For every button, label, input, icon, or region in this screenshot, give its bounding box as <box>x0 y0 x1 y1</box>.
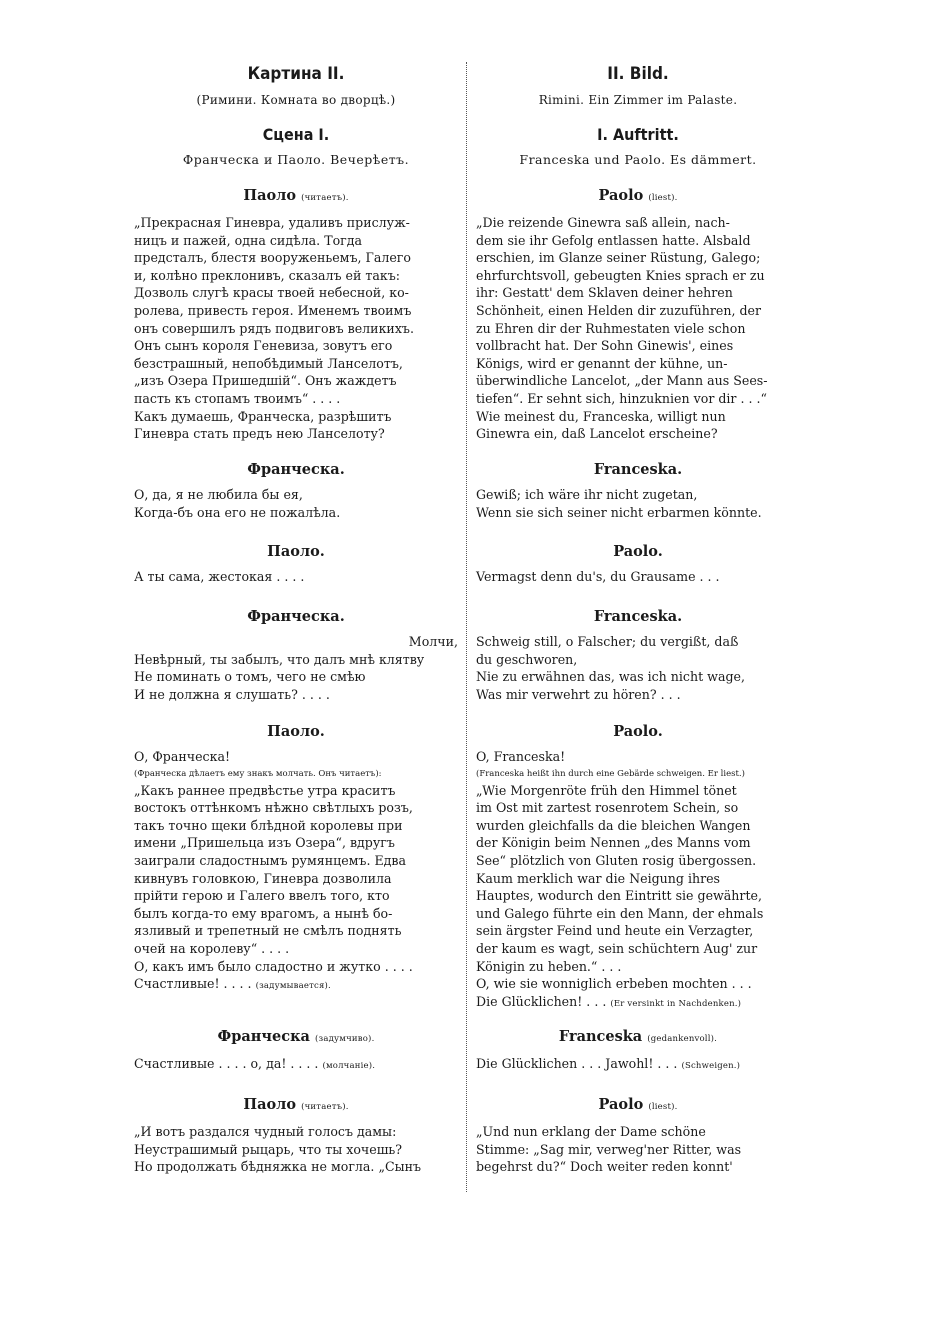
speech-text: „Какъ раннее предвѣстье утра краситъ востокъ оттѣнкомъ нѣжно свѣтлыхъ розъ, такъ точно щеки блѣдной королевы при имени „Пришельца изъ Озера“, вдругъ заиграли сладостнымъ румянцемъ. Едва кивнувъ головкою, Гиневра дозволила прійти герою и Галего ввелъ того, кто былъ когда-то ему врагомъ, а нынѣ бо- язливый и трепетный не смѣлъ поднять очей на королеву“ . . . . О, какъ имъ было сладостно и жутко . . . . <box>134 782 413 974</box>
speaker-name: Франческа. <box>247 608 345 625</box>
scene-heading <box>134 124 458 184</box>
speech-block <box>476 1095 800 1176</box>
speech-text: „Die reizende Ginewra saß allein, nach- dem sie ihr Gefolg entlassen hatte. Alsbald erschien, im Glanze seiner Rüstung, Galego; ehrfurchtsvoll, gebeugten Knies sprach er zu ihr: Gestatt' dem Sklaven deiner hehren Schönheit, einen Helden dir zuzuführen, der zu Ehren dir der Ruhmestaten viele schon vollbracht hat. Der Sohn Ginewis', eines Königs, wird er genannt der kühne, un- überwindliche Lancelot, „der Mann aus Sees- tiefen“. Er sehnt sich, hinzuknien vor dir . . .“ Wie meinest du, Franceska, willigt nun Ginewra ein, daß Lancelot erscheine? <box>476 215 768 442</box>
picture-subtitle: Rimini. Ein Zimmer im Palaste. <box>538 93 738 107</box>
picture-title: II. Bild. <box>607 64 669 84</box>
stage-direction: (Franceska heißt ihn durch eine Gebärde schweigen. Er liest.) <box>476 768 745 779</box>
speech-block <box>476 607 800 703</box>
speech-block <box>134 186 458 443</box>
speech-block <box>134 607 458 703</box>
speech-block <box>134 722 458 996</box>
speech-block <box>476 542 800 586</box>
stage-direction: (Франческа дѣлаетъ ему знакъ молчать. Онъ читаетъ): <box>134 768 382 779</box>
speaker-name: Паоло. <box>267 723 325 740</box>
scene-title: I. Auftritt. <box>597 125 679 144</box>
speech-block <box>476 460 800 521</box>
speech-text: „Прекрасная Гиневра, удаливъ прислуж- ницъ и пажей, одна сидѣла. Тогда предсталъ, блестя вооруженьемъ, Галего и, колѣно преклонивъ, сказалъ ей такъ: Дозволь слугѣ красы твоей небесной, ко- ролева, привесть героя. Именемъ твоимъ онъ совершилъ рядъ подвиговъ великихъ. Онъ сынъ короля Геневиза, зовутъ его безстрашный, непобѣдимый Ланселотъ, „изъ Озера Пришедшій“. Онъ жаждетъ пасть къ стопамъ твоимъ“ . . . . Какъ думаешь, Франческа, разрѣшитъ Гиневра стать предъ нею Ланселоту? <box>134 215 414 442</box>
speaker-name: Paolo. <box>613 723 663 740</box>
speaker-name: Paolo (liest). <box>598 1096 678 1113</box>
column-divider <box>466 62 467 1192</box>
scene-heading <box>476 124 800 184</box>
speaker-name: Franceska. <box>593 461 683 478</box>
speech-line: О, Франческа! <box>134 749 231 764</box>
speech-block <box>134 1095 458 1176</box>
picture-subtitle: (Римини. Комната во дворцѣ.) <box>196 93 396 107</box>
speech-text: Schweig still, o Falscher; du vergißt, daß du geschworen, Nie zu erwähnen das, was ich nicht wage, Was mir verwehrt zu hören? . . . <box>476 634 745 702</box>
speech-text: Невѣрный, ты забылъ, что далъ мнѣ клятву Не поминать о томъ, чего не смѣю И не должна я слушать? . . . . <box>134 651 425 702</box>
speech-text: О, да, я не любила бы ея, Когда-бъ она его не пожалѣла. <box>134 487 341 520</box>
speech-text: „Wie Morgenröte früh den Himmel tönet im Ost mit zartest rosenrotem Schein, so wurden gleichfalls da die bleichen Wangen der Königin beim Nennen „des Manns vom See“ plötzlich von Gluten rosig übergossen. Kaum merklich war die Neigung ihres Hauptes, wodurch den Eintritt sie gewährte, und Galego führte ein den Mann, der ehmals sein ärgster Feind und heute ein Verzagter, der kaum es wagt, sein schüchtern Aug' zur Königin zu heben.“ . . . O, wie sie wonniglich erbeben mochten . . . <box>476 782 764 992</box>
speaker-name: Франческа (задумчиво). <box>217 1028 375 1045</box>
speech-text-right: Молчи, <box>408 634 458 649</box>
speech-line: O, Franceska! <box>476 749 566 764</box>
speaker-name: Franceska (gedankenvoll). <box>558 1028 718 1045</box>
speech-text: Die Glücklichen . . . Jawohl! . . . (Schweigen.) <box>476 1056 741 1071</box>
scene-subtitle: Franceska und Paolo. Es dämmert. <box>519 152 757 167</box>
speaker-name: Паоло (читаетъ). <box>243 1096 349 1113</box>
speech-last-line: Die Glücklichen! . . . (Er versinkt in Nachdenken.) <box>476 993 742 1009</box>
picture-heading <box>134 62 458 120</box>
picture-heading <box>476 62 800 120</box>
speech-block <box>134 460 458 521</box>
picture-title: Картина II. <box>247 64 345 84</box>
speech-block <box>476 1027 800 1076</box>
speaker-name: Paolo. <box>613 543 663 560</box>
speaker-name: Паоло (читаетъ). <box>243 187 349 204</box>
speech-text: „И вотъ раздался чудный голосъ дамы: Неустрашимый рыцарь, что ты хочешь? Но продолжать бѣдняжка не могла. „Сынъ <box>134 1124 422 1175</box>
speech-block <box>476 186 800 443</box>
scene-title: Сцена I. <box>262 125 330 144</box>
speech-text: Gewiß; ich wäre ihr nicht zugetan, Wenn sie sich seiner nicht erbarmen könnte. <box>476 487 762 520</box>
speaker-name: Паоло. <box>267 543 325 560</box>
speech-last-line: Счастливые! . . . . (задумывается). <box>134 976 331 992</box>
speech-text: „Und nun erklang der Dame schöne Stimme: „Sag mir, verweg'ner Ritter, was begehrst du?“ Doch weiter reden konnt' <box>476 1124 742 1175</box>
speech-text: Vermagst denn du's, du Grausame . . . <box>476 569 720 584</box>
speaker-name: Paolo (liest). <box>598 187 678 204</box>
speech-text: А ты сама, жестокая . . . . <box>134 569 305 584</box>
scene-subtitle: Франческа и Паоло. Вечерѣетъ. <box>182 152 410 167</box>
speech-block <box>476 722 800 1013</box>
speaker-name: Франческа. <box>247 461 345 478</box>
speech-text: Счастливые . . . . о, да! . . . . (молчаніе). <box>134 1056 376 1071</box>
speech-block <box>134 542 458 586</box>
speech-block <box>134 1027 458 1076</box>
speaker-name: Franceska. <box>593 608 683 625</box>
